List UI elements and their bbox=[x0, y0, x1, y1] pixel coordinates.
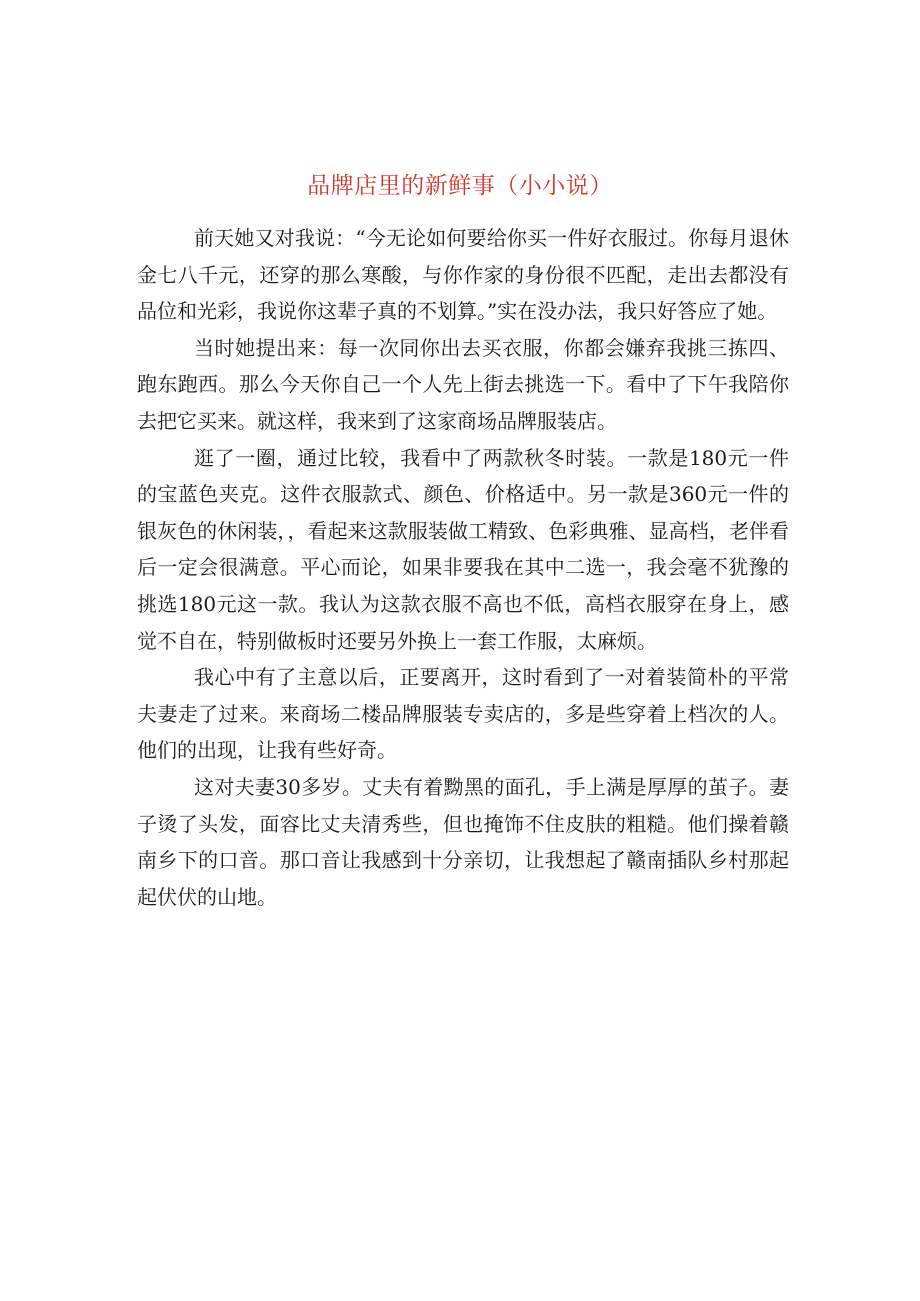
paragraph: 当时她提出来：每一次同你出去买衣服，你都会嫌弃我挑三拣四、跑东跑西。那么今天你自己一个人先上街去挑选一下。看中了下午我陪你去把它买来。就这样，我来到了这家商场品牌服装店。 bbox=[137, 335, 789, 433]
paragraph: 逛了一圈，通过比较，我看中了两款秋冬时装。一款是180元一件的宝蓝色夹克。这件衣服款式、颜色、价格适中。另一款是360元一件的银灰色的休闲装，，看起来这款服装做工精致、色彩典雅、显高档，老伴看后一定会很满意。平心而论，如果非要我在其中二选一，我会毫不犹豫的挑选180元这一款。我认为这款衣服不高也不低，高档衣服穿在身上，感觉不自在，特别做板时还要另外换上一套工作服，太麻烦。 bbox=[137, 445, 789, 653]
document-title: 品牌店里的新鲜事（小小说） bbox=[307, 173, 613, 199]
document-body bbox=[137, 220, 789, 915]
paragraph: 前天她又对我说：“今无论如何要给你买一件好衣服过。你每月退休金七八千元，还穿的那么寒酸，与你作家的身份很不匹配，走出去都没有品位和光彩，我说你这辈子真的不划算。”实在没办法，我只好答应了她。 bbox=[137, 226, 789, 324]
paragraph: 我心中有了主意以后，正要离开，这时看到了一对着装简朴的平常夫妻走了过来。来商场二楼品牌服装专卖店的，多是些穿着上档次的人。他们的出现，让我有些好奇。 bbox=[137, 665, 789, 763]
paragraph: 这对夫妻30多岁。丈夫有着黝黑的面孔，手上满是厚厚的茧子。妻子烫了头发，面容比丈夫清秀些，但也掩饰不住皮肤的粗糙。他们操着赣南乡下的口音。那口音让我感到十分亲切，让我想起了赣南插队乡村那起起伏伏的山地。 bbox=[137, 774, 789, 909]
